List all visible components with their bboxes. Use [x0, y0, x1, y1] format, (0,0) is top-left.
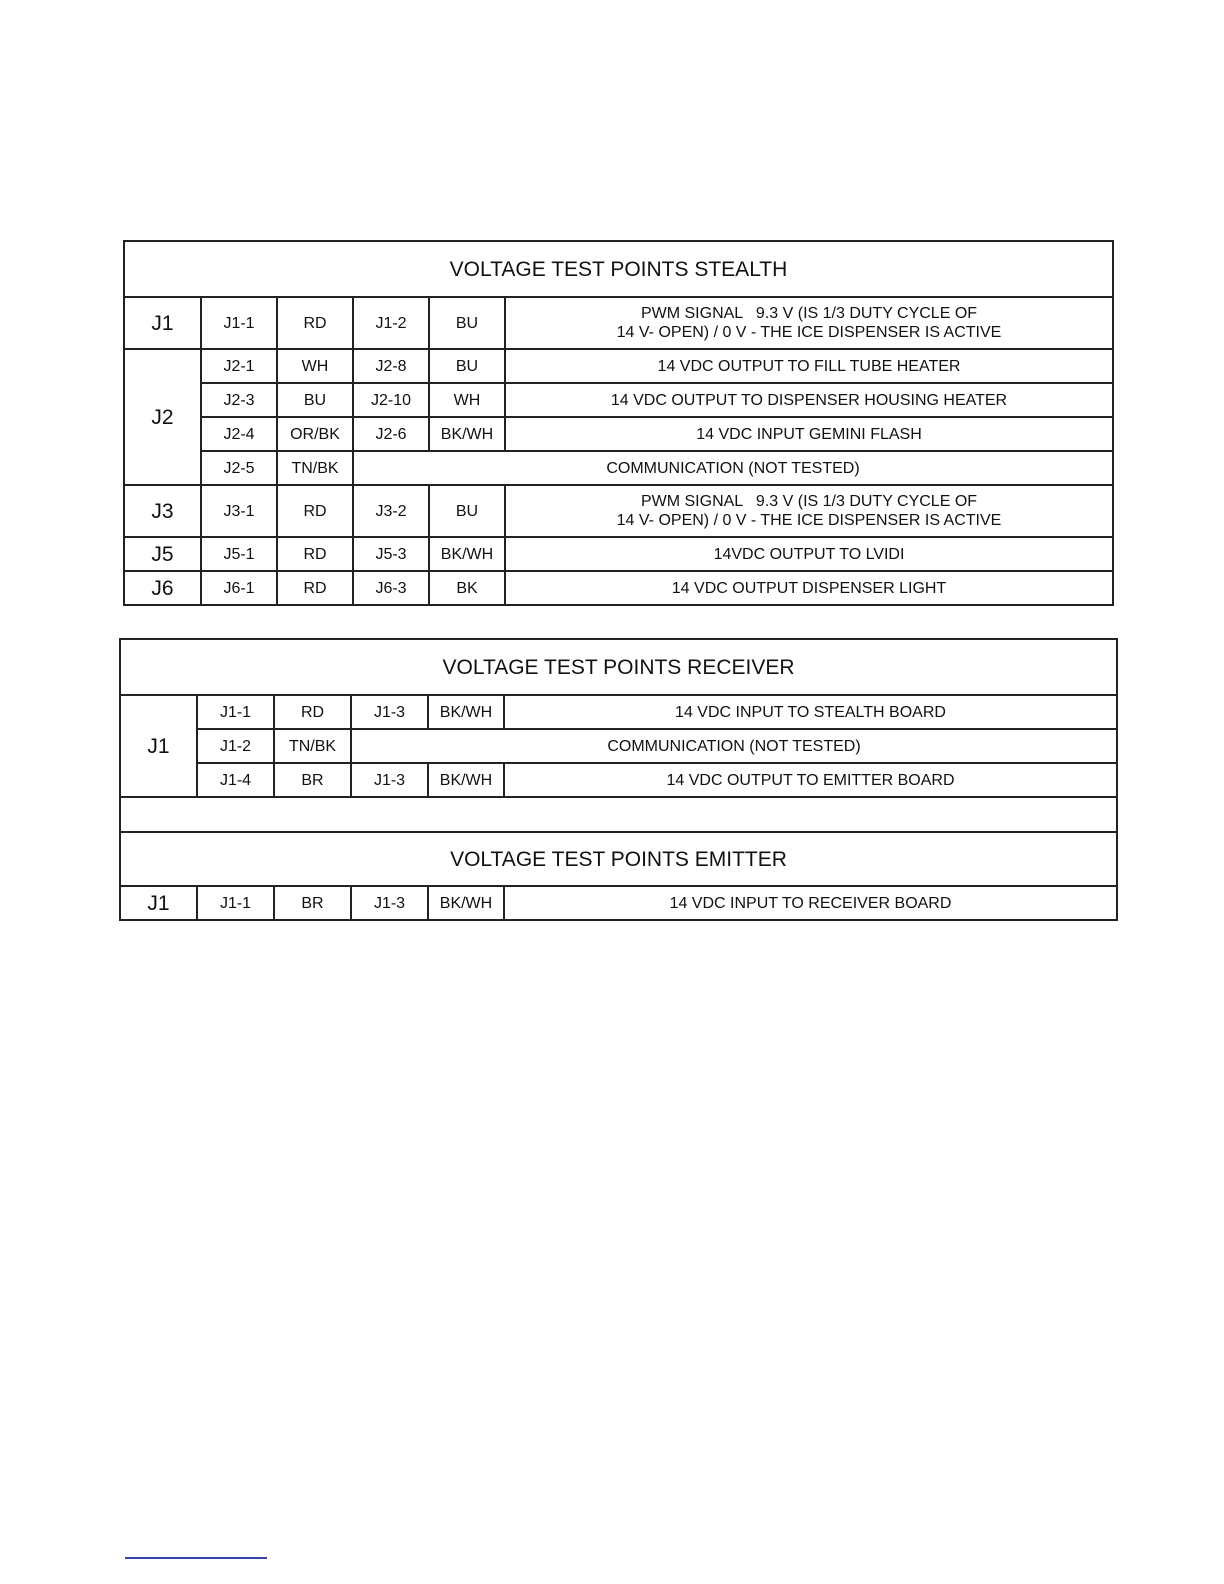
description-line: PWM SIGNAL 9.3 V (IS 1/3 DUTY CYCLE OF: [640, 493, 978, 510]
table-row: [120, 763, 1117, 797]
connector-label: J1: [120, 886, 197, 920]
wire-color-cell: BK: [429, 571, 505, 605]
description-cell: 14 VDC OUTPUT TO EMITTER BOARD: [504, 763, 1117, 797]
table-row: [124, 297, 1113, 349]
table-row: [120, 729, 1117, 763]
pin-cell: J6-3: [353, 571, 429, 605]
pin-cell: J1-2: [197, 729, 274, 763]
pin-cell: J2-3: [201, 383, 277, 417]
table-row: [124, 571, 1113, 605]
wire-color-cell: RD: [277, 485, 353, 537]
wire-color-cell: BU: [429, 297, 505, 349]
receiver-emitter-test-points-table: [119, 638, 1118, 921]
wire-color-cell: RD: [277, 537, 353, 571]
table-row: [124, 349, 1113, 383]
pin-cell: J1-1: [197, 886, 274, 920]
description-cell: 14VDC OUTPUT TO LVIDI: [505, 537, 1113, 571]
pin-cell: J1-3: [351, 763, 428, 797]
pin-cell: J1-1: [197, 695, 274, 729]
pin-cell: J1-2: [353, 297, 429, 349]
emitter-table-title: VOLTAGE TEST POINTS EMITTER: [120, 832, 1117, 886]
wire-color-cell: BK/WH: [429, 537, 505, 571]
description-line: PWM SIGNAL 9.3 V (IS 1/3 DUTY CYCLE OF: [640, 305, 978, 322]
description-cell: [505, 485, 1113, 537]
table-row: [120, 695, 1117, 729]
wire-color-cell: BK/WH: [429, 417, 505, 451]
pin-cell: J3-1: [201, 485, 277, 537]
wire-color-cell: BU: [429, 485, 505, 537]
wire-color-cell: TN/BK: [274, 729, 351, 763]
description-cell: 14 VDC OUTPUT TO DISPENSER HOUSING HEATER: [505, 383, 1113, 417]
footer-rule: [125, 1557, 267, 1559]
wire-color-cell: WH: [277, 349, 353, 383]
wire-color-cell: BK/WH: [428, 763, 504, 797]
description-cell: 14 VDC OUTPUT TO FILL TUBE HEATER: [505, 349, 1113, 383]
description-cell: [505, 297, 1113, 349]
pin-cell: J1-1: [201, 297, 277, 349]
description-cell: COMMUNICATION (NOT TESTED): [351, 729, 1117, 763]
wire-color-cell: OR/BK: [277, 417, 353, 451]
pin-cell: J1-4: [197, 763, 274, 797]
stealth-table-title: VOLTAGE TEST POINTS STEALTH: [124, 241, 1113, 297]
wire-color-cell: BK/WH: [428, 695, 504, 729]
pin-cell: J1-3: [351, 695, 428, 729]
pin-cell: J2-10: [353, 383, 429, 417]
description-line: 14 V- OPEN) / 0 V - THE ICE DISPENSER IS ACTIVE: [616, 512, 1002, 529]
wire-color-cell: BU: [429, 349, 505, 383]
pin-cell: J2-8: [353, 349, 429, 383]
wire-color-cell: TN/BK: [277, 451, 353, 485]
wire-color-cell: BU: [277, 383, 353, 417]
receiver-table-title: VOLTAGE TEST POINTS RECEIVER: [120, 639, 1117, 695]
description-cell: 14 VDC INPUT TO RECEIVER BOARD: [504, 886, 1117, 920]
wire-color-cell: WH: [429, 383, 505, 417]
wire-color-cell: BR: [274, 886, 351, 920]
pin-cell: J1-3: [351, 886, 428, 920]
pin-cell: J5-3: [353, 537, 429, 571]
blank-separator-row: [120, 797, 1117, 832]
pin-cell: J2-5: [201, 451, 277, 485]
connector-label: J3: [124, 485, 201, 537]
description-line: 14 V- OPEN) / 0 V - THE ICE DISPENSER IS ACTIVE: [616, 324, 1002, 341]
table-row: [120, 886, 1117, 920]
stealth-test-points-table: [123, 240, 1114, 606]
table-row: [124, 451, 1113, 485]
wire-color-cell: BR: [274, 763, 351, 797]
table-row: [124, 417, 1113, 451]
table-row: [124, 537, 1113, 571]
pin-cell: J3-2: [353, 485, 429, 537]
wire-color-cell: RD: [277, 297, 353, 349]
connector-label: J5: [124, 537, 201, 571]
pin-cell: J2-4: [201, 417, 277, 451]
description-cell: 14 VDC INPUT TO STEALTH BOARD: [504, 695, 1117, 729]
description-cell: 14 VDC INPUT GEMINI FLASH: [505, 417, 1113, 451]
description-cell: COMMUNICATION (NOT TESTED): [353, 451, 1113, 485]
connector-label: J1: [120, 695, 197, 797]
table-row: [124, 485, 1113, 537]
wire-color-cell: BK/WH: [428, 886, 504, 920]
pin-cell: J5-1: [201, 537, 277, 571]
pin-cell: J2-1: [201, 349, 277, 383]
connector-label: J6: [124, 571, 201, 605]
table-row: [124, 383, 1113, 417]
wire-color-cell: RD: [274, 695, 351, 729]
connector-label: J2: [124, 349, 201, 485]
pin-cell: J2-6: [353, 417, 429, 451]
pin-cell: J6-1: [201, 571, 277, 605]
wire-color-cell: RD: [277, 571, 353, 605]
connector-label: J1: [124, 297, 201, 349]
description-cell: 14 VDC OUTPUT DISPENSER LIGHT: [505, 571, 1113, 605]
